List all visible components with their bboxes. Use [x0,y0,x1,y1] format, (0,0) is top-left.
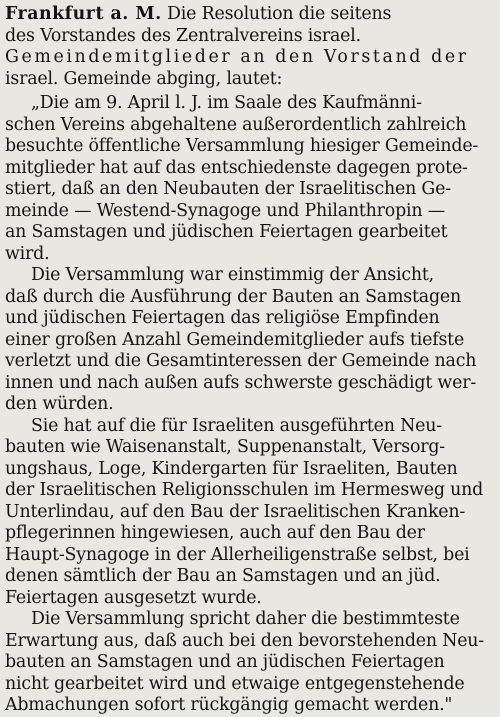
text-line-28: Feiertagen ausgesetzt wurde. [5,587,262,608]
text-line-32: nicht gearbeitet wird und etwaige entgegenstehende [5,673,465,694]
text-line-11: an Samstagen und jüdischen Feiertagen gearbeitet [5,222,448,242]
text-line-23: der Israelitischen Religionsschulen im Hermesweg und [5,480,484,500]
text-line-3: Gemeindemitglieder an den Vorstand der [5,47,469,67]
text-line-24: Unterlindau, auf den Bau der Israelitischen Kranken- [5,501,466,522]
text-line-7: besuchte öffentliche Versammlung hiesiger Gemeinde- [5,136,479,156]
text-line-9: stiert, daß an den Neubauten der Israelitischen Ge- [5,179,451,199]
text-line-21: bauten wie Waisenanstalt, Suppenanstalt, Versorg- [5,437,445,457]
text-line-14: daß durch die Ausführung der Bauten an Samstagen [5,286,461,307]
text-line-12: wird. [5,243,50,264]
text-line-30: Erwartung aus, daß auch bei den bevorstehenden Neu- [5,630,484,651]
text-line-31: bauten an Samstagen und an jüdischen Feiertagen [5,652,445,672]
text-line-8: mitglieder hat auf das entschiedenste dagegen prote- [5,157,468,178]
text-line-15: und jüdischen Feiertagen das religiöse Empfinden [5,308,440,328]
text-line-18: innen und nach außen aufs schwerste geschädigt wer- [5,372,476,393]
text-line-16: einer großen Anzahl Gemeindemitglieder aufs tiefste [5,329,465,350]
text-line-1 [5,4,496,26]
text-line-6: schen Vereins abgehaltene außerordentlich zahlreich [5,114,467,135]
text-line-27: denen sämtlich der Bau an Samstagen und an jüd. [5,566,441,586]
text-line-5: „Die am 9. April l. J. im Saale des Kaufmänni- [31,93,422,113]
text-line-10: meinde — Westend-Synagoge und Philanthropin — [5,200,445,221]
text-line-20: Sie hat auf die für Israeliten ausgeführten Neu- [31,415,442,436]
text-line-33: Abmachungen sofort rückgängig gemacht werden." [5,695,453,715]
text-line-25: pflegerinnen hingewiesen, auch auf den Bau der [5,523,425,543]
text-line-1-rest: Die Resolution die seitens [161,4,392,24]
text-line-29: Die Versammlung spricht daher die bestimmteste [31,609,460,629]
text-line-22: ungshaus, Loge, Kindergarten für Israeliten, Bauten [5,458,458,479]
dateline: Frankfurt a. M. [5,4,162,24]
text-line-13: Die Versammlung war einstimmig der Ansicht, [31,265,434,285]
text-line-17: verletzt und die Gesamtinteressen der Gemeinde nach [5,351,477,371]
text-line-2: des Vorstandes des Zentralvereins israel. [5,25,361,46]
text-line-26: Haupt-Synagoge in der Allerheiligenstraße selbst, bei [5,544,470,565]
text-line-4: israel. Gemeinde abging, lautet: [5,68,283,89]
text-line-19: den würden. [5,394,114,414]
